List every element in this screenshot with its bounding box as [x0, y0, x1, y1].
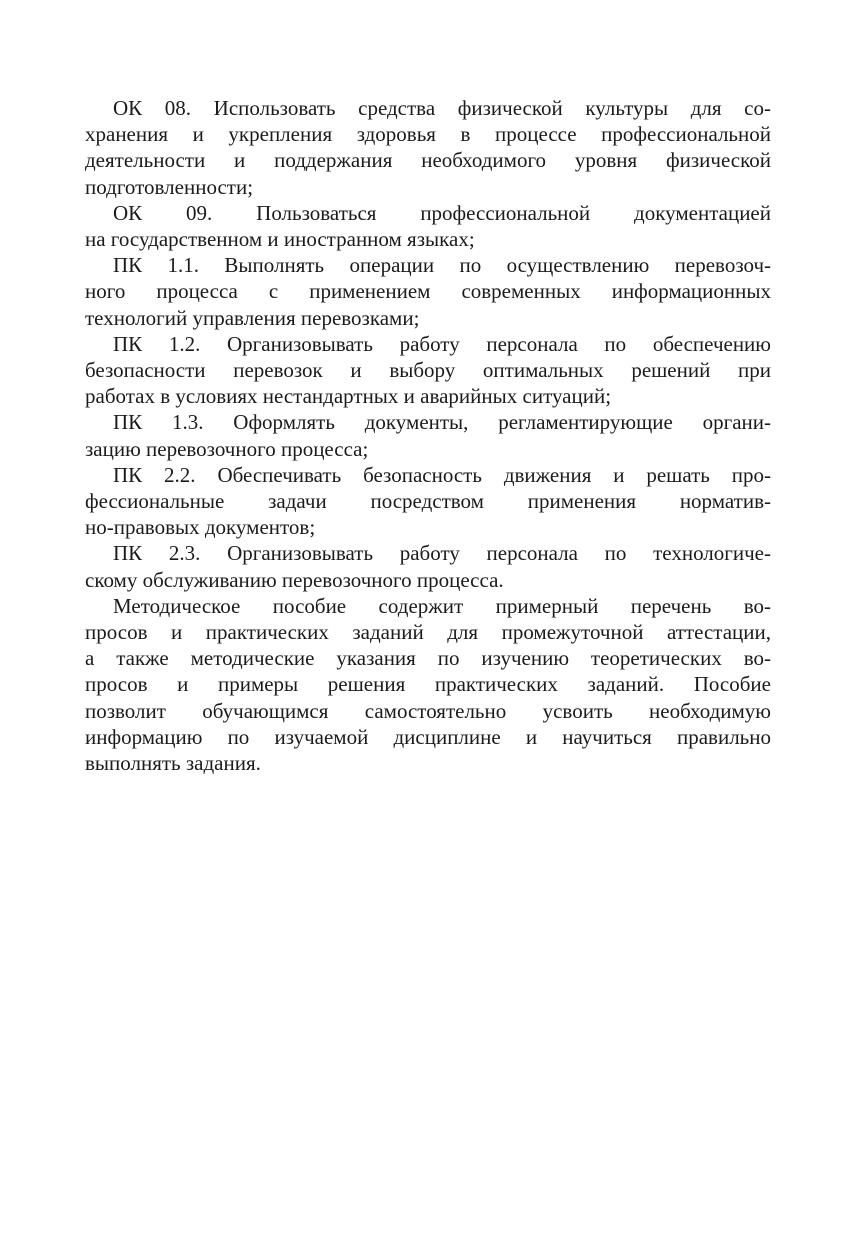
paragraph: [85, 540, 771, 592]
text-line: ПК 2.3. Организовывать работу персонала по технологиче-: [113, 541, 771, 566]
text-line: ного процесса с применением современных информационных: [85, 279, 771, 304]
text-line: работах в условиях нестандартных и аварийных ситуаций;: [85, 384, 612, 409]
text-line: фессиональные задачи посредством применения норматив-: [85, 489, 771, 514]
text-line: ПК 1.1. Выполнять операции по осуществлению перевозоч-: [113, 253, 771, 278]
text-line: ПК 1.2. Организовывать работу персонала по обеспечению: [113, 331, 771, 356]
text-line: безопасности перевозок и выбору оптимальных решений при: [85, 358, 771, 383]
text-line: на государственном и иностранном языках;: [85, 227, 475, 252]
text-line: подготовленности;: [85, 174, 254, 199]
text-line: скому обслуживанию перевозочного процесса.: [85, 567, 504, 592]
paragraph: [85, 409, 771, 461]
paragraph: [85, 252, 771, 331]
text-line: хранения и укрепления здоровья в процессе профессиональной: [85, 122, 771, 147]
text-line: зацию перевозочного процесса;: [85, 436, 369, 461]
text-line: выполнять задания.: [85, 751, 261, 776]
paragraph: [85, 200, 771, 252]
text-line: а также методические указания по изучению теоретических во-: [85, 646, 771, 671]
paragraph: [85, 462, 771, 541]
text-line: но-правовых документов;: [85, 515, 316, 540]
paragraph: [85, 331, 771, 410]
text-line: ПК 1.3. Оформлять документы, регламентирующие органи-: [113, 410, 771, 435]
paragraph: [85, 593, 771, 776]
paragraph: [85, 95, 771, 200]
text-block: [85, 95, 771, 776]
text-line: деятельности и поддержания необходимого уровня физической: [85, 148, 771, 173]
text-line: позволит обучающимся самостоятельно усвоить необходимую: [85, 698, 771, 723]
text-line: ОК 09. Пользоваться профессиональной документацией: [113, 200, 771, 225]
text-line: ОК 08. Использовать средства физической культуры для со-: [113, 96, 771, 120]
text-line: просов и практических заданий для промежуточной аттестации,: [85, 620, 771, 645]
text-line: ПК 2.2. Обеспечивать безопасность движения и решать про-: [113, 462, 771, 487]
text-line: Методическое пособие содержит примерный перечень во-: [113, 593, 771, 618]
text-line: информацию по изучаемой дисциплине и научиться правильно: [85, 724, 771, 749]
text-line: технологий управления перевозками;: [85, 305, 420, 330]
text-line: просов и примеры решения практических заданий. Пособие: [85, 672, 771, 697]
